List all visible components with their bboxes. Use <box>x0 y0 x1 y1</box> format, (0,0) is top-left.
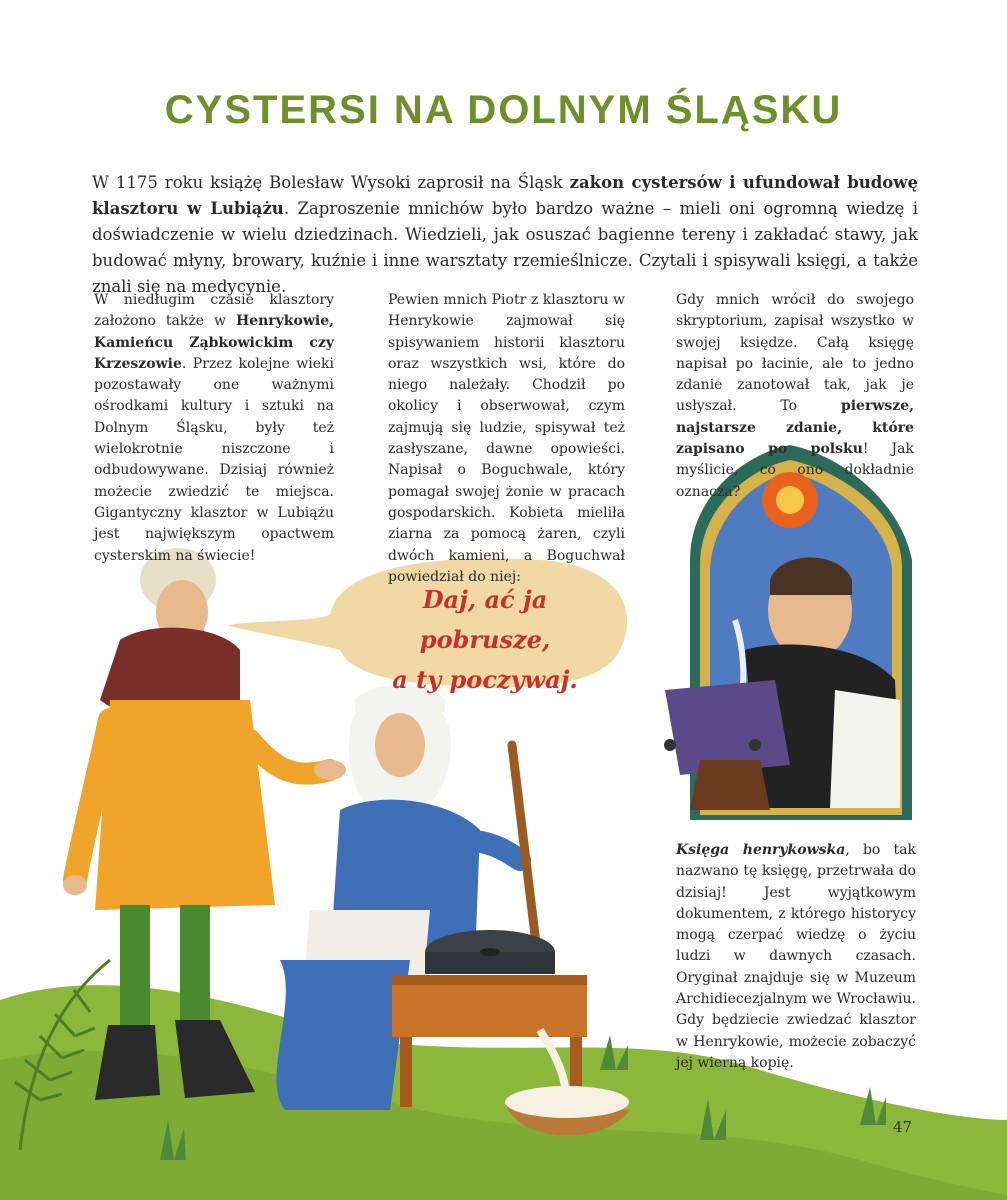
column-3-text-2: ! Jak myślicie, co ono dokładnie oznacza? <box>676 441 914 500</box>
page-title: CYSTERSI NA DOLNYM ŚLĄSKU <box>164 88 843 132</box>
speech-line-2: a ty poczywaj. <box>392 665 578 694</box>
caption-title: Księga henrykowska <box>676 842 846 858</box>
column-2-text: Pewien mnich Piotr z klasztoru w Henrykowie zajmował się spisywaniem historii klasztoru oraz wszystkich wsi, które do niego należały. Chodził po okolicy i obserwował, czym zajmują się ludzie, spisywał też zasłyszane, dawne opowieści. Napisał o Boguchwale, który pomagał swojej żonie w pracach gospodarskich. Kobieta mieliła ziarna za pomocą żaren, czyli dwóch kamieni, a Boguchwał powiedział do niej: <box>388 292 625 585</box>
column-3-text: Gdy mnich wrócił do swojego skryptorium, zapisał wszystko w swojej księdze. Całą księgę napisał po łacinie, ale to jedno zdanie zanotował tak, jak je usłyszał. To <box>676 292 914 415</box>
caption-text: , bo tak nazwano tę księgę, przetrwała do dzisiaj! Jest wyjątkowym dokumentem, z którego historycy mogą czerpać wiedzę o życiu ludzi w dawnych czasach. Oryginał znajduje się w Muzeum Archidiecezjalnym we Wrocławiu. Gdy będziecie zwiedzać klasztor w Henrykowie, możecie zobaczyć jej wierną kopię. <box>676 842 917 1071</box>
intro-text-2: . Zaproszenie mnichów było bardzo ważne – mieli oni ogromną wiedzę i doświadczenie w wielu dziedzinach. Wiedzieli, jak osuszać bagienne tereny i zakładać stawy, jak budować młyny, browary, kuźnie i inne warsztaty rzemieślnicze. Czytali i spisywali księgi, a także znali się na medycynie. <box>92 199 918 296</box>
column-1 <box>94 290 334 567</box>
intro-text: W 1175 roku książę Bolesław Wysoki zaprosił na Śląsk <box>92 173 570 192</box>
column-2 <box>388 290 625 588</box>
speech-line-1: Daj, ać ja pobrusze, <box>419 585 551 654</box>
column-3-bold: pierwsze, najstarsze zdanie, które zapisano po polsku <box>676 398 914 458</box>
page-number: 47 <box>893 1118 913 1136</box>
intro-bold: zakon cystersów i ufundował budowę klasztoru w Lubiążu <box>92 173 918 218</box>
column-1-text: W niedługim czasie klasztory założono także w <box>94 292 334 330</box>
intro-paragraph <box>92 170 918 300</box>
book-caption <box>676 840 916 1074</box>
column-3 <box>676 290 914 503</box>
column-1-bold: Henrykowie, Kamieńcu Ząbkowickim czy Krzeszowie <box>94 313 334 372</box>
speech-bubble-text <box>360 580 610 700</box>
column-1-text-2: . Przez kolejne wieki pozostawały one ważnymi ośrodkami kultury i sztuki na Dolnym Śląsku, były też wielokrotnie niszczone i odbudowywane. Dzisiaj również możecie zwiedzić te miejsca. Gigantyczny klasztor w Lubiążu jest największym opactwem cysterskim na świecie! <box>94 355 334 564</box>
